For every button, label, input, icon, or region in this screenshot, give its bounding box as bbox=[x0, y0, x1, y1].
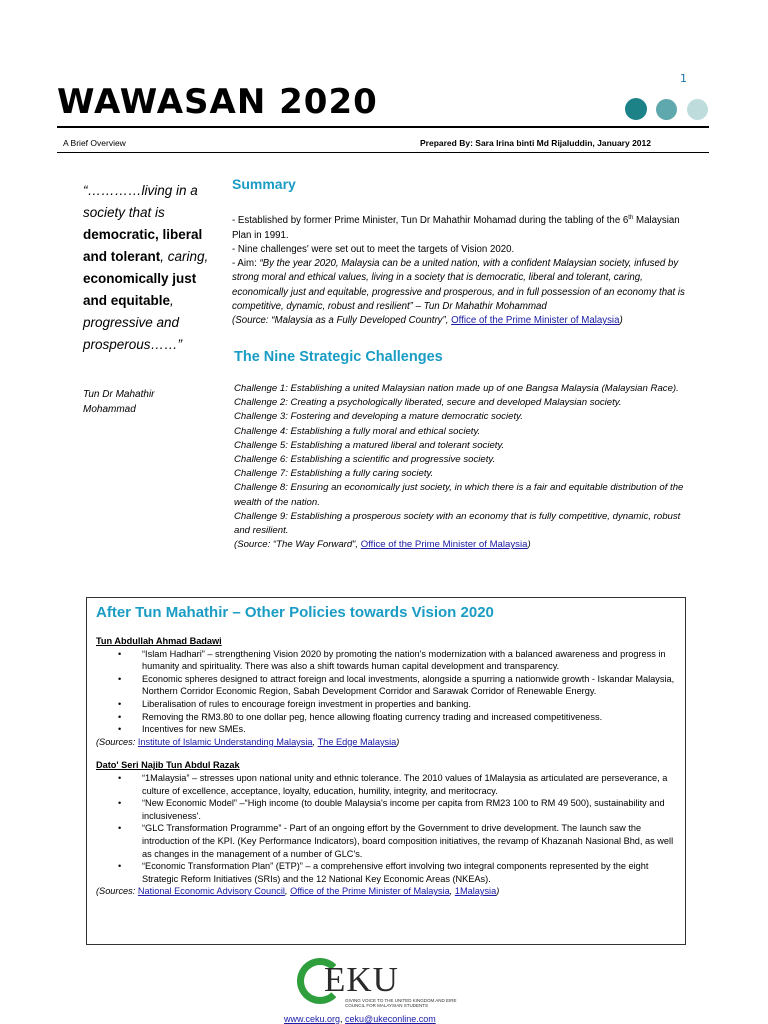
summary-line-1: - Established by former Prime Minister, Tun Dr Mahathir Mohamad during the tabling of the 6th Malaysian Plan in 1991. bbox=[232, 215, 680, 241]
challenge-item: Challenge 8: Ensuring an economically just society, in which there is a fair and equitable distribution of the wealth of the nation. bbox=[234, 482, 684, 508]
list-item: • Economic spheres designed to attract foreign and local investments, alongside a spurring a nationwide growth - Iskandar Malaysia, Northern Corridor Economic Region, Sabah Development Corridor and Sarawak Corridor of Renewable Energy. bbox=[96, 673, 676, 698]
email-link[interactable]: ceku@ukeconline.com bbox=[345, 1014, 436, 1024]
challenges-heading: The Nine Strategic Challenges bbox=[234, 349, 443, 365]
challenge-item: Challenge 6: Establishing a scientific and progressive society. bbox=[234, 454, 496, 466]
challenges-list bbox=[234, 382, 694, 552]
header-rule-bottom bbox=[57, 152, 709, 153]
list-item: • “1Malaysia” – stresses upon national unity and ethnic tolerance. The 2010 values of 1Malaysia as articulated are perseverance, a culture of excellence, acceptance, loyalty, education, humility, integrity, and meritocracy. bbox=[96, 772, 676, 797]
summary-line-2: - Nine challenges' were set out to meet the targets of Vision 2020. bbox=[232, 243, 515, 255]
pm-office-link[interactable]: Office of the Prime Minister of Malaysia bbox=[290, 886, 450, 897]
website-link[interactable]: www.ceku.org bbox=[284, 1014, 341, 1024]
list-item: • Removing the RM3.80 to one dollar peg, hence allowing floating currency trading and increased competitiveness. bbox=[96, 711, 676, 724]
pm-office-link[interactable]: Office of the Prime Minister of Malaysia bbox=[360, 539, 528, 551]
page-title: WAWASAN 2020 bbox=[57, 82, 378, 122]
summary-heading: Summary bbox=[232, 176, 296, 192]
1malaysia-link[interactable]: 1Malaysia bbox=[454, 886, 497, 897]
neac-link[interactable]: National Economic Advisory Council bbox=[137, 886, 285, 897]
challenge-item: Challenge 2: Creating a psychologically liberated, secure and developed Malaysian society. bbox=[234, 397, 622, 409]
policies-heading: After Tun Mahathir – Other Policies towards Vision 2020 bbox=[96, 604, 494, 621]
najib-sources: (Sources: National Economic Advisory Council, Office of the Prime Minister of Malaysia, 1Malaysia) bbox=[96, 886, 500, 897]
iium-link[interactable]: Institute of Islamic Understanding Malaysia bbox=[137, 736, 313, 747]
summary-source: (Source: “Malaysia as a Fully Developed Country”, Office of the Prime Minister of Malaysia) bbox=[232, 315, 623, 327]
decorative-dot-medium bbox=[656, 99, 677, 120]
logo-text: EKU bbox=[324, 960, 399, 999]
challenge-item: Challenge 1: Establishing a united Malaysian nation made up of one Bangsa Malaysia (Malaysian Race). bbox=[234, 383, 679, 394]
quote-text-3: , progressive and prosperous……” bbox=[83, 293, 183, 352]
quote-text-1: “…………living in a society that is bbox=[83, 183, 198, 220]
quote-bold-1: democratic, liberal and tolerant bbox=[83, 227, 203, 264]
challenge-item: Challenge 5: Establishing a matured liberal and tolerant society. bbox=[234, 439, 505, 451]
decorative-dot-dark bbox=[625, 98, 647, 120]
challenge-item: Challenge 4: Establishing a fully moral and ethical society. bbox=[234, 425, 481, 437]
najib-list bbox=[96, 772, 676, 885]
badawi-list bbox=[96, 648, 676, 736]
list-item: • “New Economic Model” –“High income (to double Malaysia's income per capita from RM23 100 to RM 49 500), sustainability and inclusiveness'. bbox=[96, 797, 676, 822]
footer-links: www.ceku.org, ceku@ukeconline.com bbox=[284, 1014, 436, 1024]
badawi-sources: (Sources: Institute of Islamic Understanding Malaysia, The Edge Malaysia) bbox=[96, 736, 400, 747]
decorative-dot-light bbox=[687, 99, 708, 120]
ceku-logo bbox=[297, 958, 477, 1016]
list-item: • “Islam Hadhari” – strengthening Vision 2020 by promoting the nation's modernization with a balanced awareness and progress in humanity and spirituality. There was also a shift towards human capital development and transparency. bbox=[96, 648, 676, 673]
prepared-by: Prepared By: Sara Irina binti Md Rijaluddin, January 2012 bbox=[420, 138, 651, 148]
pull-quote bbox=[83, 180, 211, 356]
summary-body bbox=[232, 211, 692, 329]
list-item: • Incentives for new SMEs. bbox=[96, 723, 676, 736]
pm-office-link[interactable]: Office of the Prime Minister of Malaysia bbox=[451, 315, 620, 327]
challenge-item: Challenge 3: Fostering and developing a mature democratic society. bbox=[234, 411, 523, 423]
list-item: • Liberalisation of rules to encourage foreign investment in properties and banking. bbox=[96, 698, 676, 711]
badawi-name: Tun Abdullah Ahmad Badawi bbox=[96, 636, 222, 646]
challenge-item: Challenge 9: Establishing a prosperous society with an economy that is fully competitive, dynamic, robust and resilient. bbox=[234, 510, 681, 537]
edge-malaysia-link[interactable]: The Edge Malaysia bbox=[317, 736, 397, 747]
summary-aim: - Aim: “By the year 2020, Malaysia can be a united nation, with a confident Malaysian society, infused by strong moral and ethical values, living in a society that is democratic, liberal and tolerant, caring, economically just and equitable, progressive and prosperous, and in full possession of an economy that is competitive, dynamic, robust and resilient” – Tun Dr Mahathir Mohammad bbox=[232, 258, 685, 313]
quote-text-2: , caring, bbox=[160, 249, 209, 264]
challenge-item: Challenge 7: Establishing a fully caring society. bbox=[234, 468, 434, 480]
challenges-source: (Source: “The Way Forward”, Office of the Prime Minister of Malaysia) bbox=[234, 539, 531, 551]
list-item: • “Economic Transformation Plan” (ETP)” – a comprehensive effort involving two integral components represented by the eight Strategic Reform Initiatives (SRIs) and the 12 National Key Economic Areas (NKEAs). bbox=[96, 860, 676, 885]
subtitle-left: A Brief Overview bbox=[63, 138, 126, 148]
quote-author: Tun Dr Mahathir Mohammad bbox=[83, 389, 155, 415]
page-number: 1 bbox=[680, 72, 687, 85]
header-rule-top bbox=[57, 126, 709, 128]
najib-name: Dato' Seri Najib Tun Abdul Razak bbox=[96, 760, 240, 771]
logo-tagline: GIVING VOICE TO THE UNITED KINGDOM AND EIRE COUNCIL FOR MALAYSIAN STUDENTS bbox=[345, 998, 457, 1008]
policies-body bbox=[96, 635, 676, 898]
list-item: • “GLC Transformation Programme” - Part of an ongoing effort by the Government to drive development. The launch saw the introduction of the KPI. (Key Performance Indicators), board composition initiatives, the revamp of Khazanah Nasional Bhd, as well as changes in the management of a number of GLC's. bbox=[96, 822, 676, 860]
quote-bold-2: economically just and equitable bbox=[83, 271, 197, 308]
